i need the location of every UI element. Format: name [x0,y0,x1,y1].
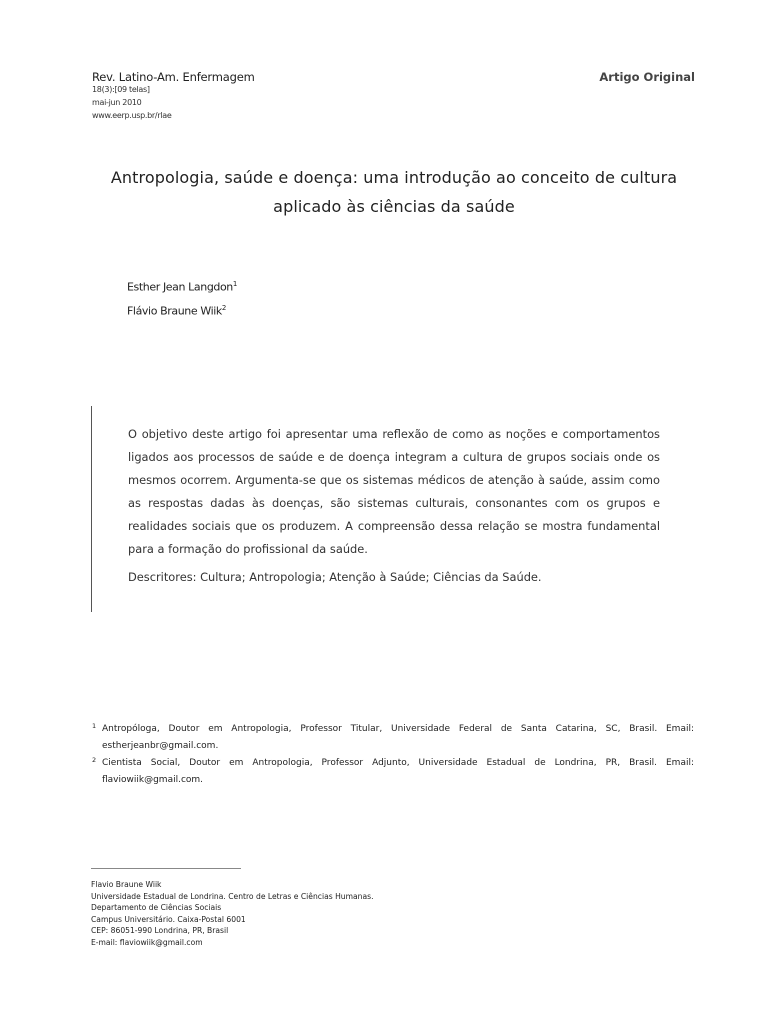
author-marker: 2 [221,303,226,312]
contact-line-4: CEP: 86051-990 Londrina, PR, Brasil [91,926,229,935]
footnote-1 [92,721,694,755]
title-line-2: aplicado às ciências da saúde [273,197,515,216]
contact-name: Flavio Braune Wiik [91,880,162,889]
footnote-text: Cientista Social, Doutor em Antropologia, Professor Adjunto, Universidade Estadual de Londrina, PR, Brasil. Email: flaviowiik@gmail.com. [102,758,694,785]
contact-email[interactable]: E-mail: flaviowiik@gmail.com [91,937,203,947]
contact-line-2: Departamento de Ciências Sociais [91,903,222,912]
author-1 [127,274,237,298]
abstract-rule [91,406,92,612]
correspondence-address [91,879,374,948]
footnote-number: 2 [92,756,97,764]
contact-line-3: Campus Universitário. Caixa-Postal 6001 [91,914,246,924]
author-2 [127,298,237,322]
journal-issue: 18(3):[09 telas] [92,85,150,94]
title-line-1: Antropologia, saúde e doença: uma introdução ao conceito de cultura [110,168,678,187]
author-name: Flávio Braune Wiik [127,304,222,318]
abstract-text: O objetivo deste artigo foi apresentar uma reflexão de como as noções e comportamentos ligados aos processos de saúde e de doença integram a cultura de grupos sociais onde os mesmos ocorrem. Argumenta-se que os sistemas médicos de atenção à saúde, assim como as respostas dadas às doenças, são sistemas culturais, consonantes com os grupos e realidades sociais que os produzem. A compreensão dessa relação se mostra fundamental para a formação do profissional da saúde. [128,427,660,556]
journal-url[interactable]: www.eerp.usp.br/rlae [92,111,172,120]
article-type: Artigo Original [599,70,695,84]
separator-line [91,868,241,869]
footnotes [92,721,694,789]
footnote-text: Antropóloga, Doutor em Antropologia, Professor Titular, Universidade Federal de Santa Catarina, SC, Brasil. Email: estherjeanbr@gmail.com. [102,724,694,751]
contact-line-1: Universidade Estadual de Londrina. Centro de Letras e Ciências Humanas. [91,891,374,901]
journal-name: Rev. Latino-Am. Enfermagem [92,70,255,84]
article-title [80,163,708,221]
descriptors: Descritores: Cultura; Antropologia; Atenção à Saúde; Ciências da Saúde. [128,570,542,584]
footnote-number: 1 [92,722,97,730]
author-marker: 1 [232,280,237,288]
author-list [127,274,237,321]
journal-date: mai-jun 2010 [92,98,142,107]
author-name: Esther Jean Langdon [127,280,233,294]
footnote-2 [92,755,694,789]
